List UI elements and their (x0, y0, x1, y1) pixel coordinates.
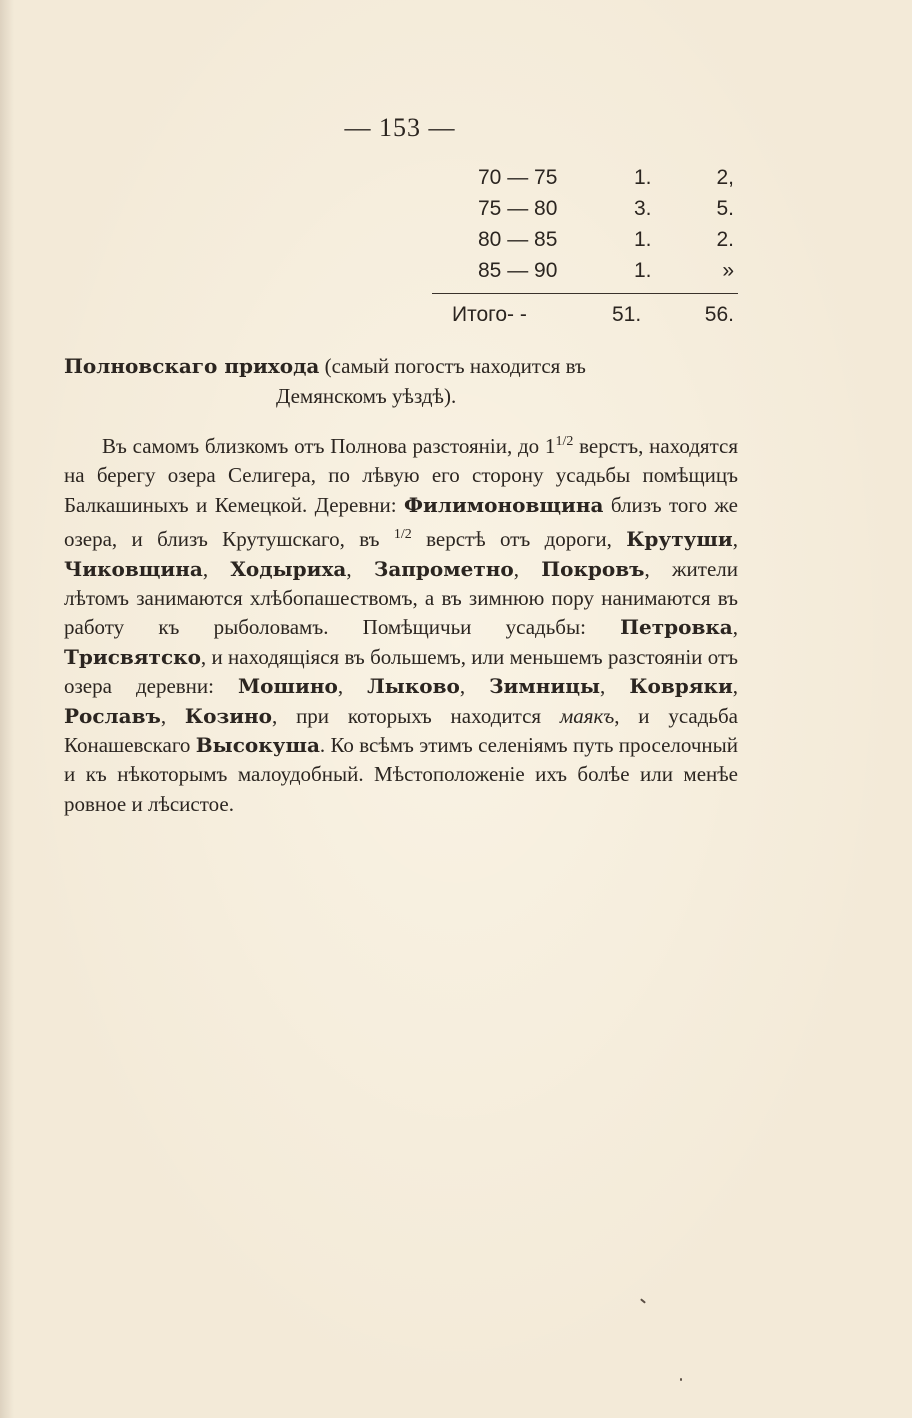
place-name: Крутуши (626, 527, 733, 552)
count-female: 2, (716, 166, 734, 189)
italic-word: маякъ (559, 703, 615, 728)
place-name: Филимоновщина (404, 492, 604, 517)
body-paragraph (64, 427, 738, 819)
page-number: — 153 — (344, 113, 456, 142)
paper-speck (640, 1298, 646, 1303)
fraction: 1/2 (555, 434, 574, 449)
text-run: , (459, 674, 490, 699)
text-run: , (202, 556, 231, 581)
place-name: Мошино (238, 674, 338, 699)
count-female: 2. (716, 228, 734, 251)
text-run: , (346, 556, 374, 581)
text-run: , (732, 527, 738, 552)
text-run: верстъ, находятся на берегу озера Селигера, по лѣвую его сторону усадьбы помѣщицъ Балкашиныхъ и Кемецкой. Деревни: (64, 434, 739, 517)
table-row (432, 197, 738, 228)
total-male: 51. (612, 303, 642, 326)
text-run: близъ того же озера, и близъ Крутушскаго, въ (64, 492, 738, 552)
total-female: 56. (704, 303, 734, 326)
text-run: , (337, 674, 368, 699)
place-name: Высокуша (195, 733, 320, 758)
paper-speck (680, 1378, 682, 1381)
fraction: 1/2 (393, 527, 412, 543)
table-total-row (432, 303, 738, 333)
place-name: Ковряки (629, 674, 733, 699)
place-name: Покровъ (541, 556, 645, 581)
text-run: , жители лѣтомъ занимаются хлѣбопашествомъ, а въ зимнюю пору нанимаются въ работу къ рыболовамъ. Помѣщичьи усадьбы: (64, 556, 739, 640)
parish-name: Полновскаго прихода (64, 354, 320, 378)
place-name: Петровка (620, 615, 733, 640)
text-run: , и усадьба Конашевскаго (64, 703, 738, 758)
text-run: , (513, 556, 542, 581)
text-run: . Ко всѣмъ этимъ селеніямъ путь проселочный и къ нѣкоторымъ малоудобный. Мѣстоположеніе ихъ болѣе или менѣе ровное и лѣсистое. (64, 733, 739, 816)
text-run: Въ самомъ близкомъ отъ Полнова разстояніи, до 1 (102, 434, 556, 458)
place-name: Чиковщина (64, 556, 203, 581)
count-female: » (722, 259, 734, 282)
count-male: 1. (634, 259, 652, 282)
text-run: , и находящіяся въ большемъ, или меньшемъ разстояніи отъ озера деревни: (64, 644, 738, 699)
parish-heading (64, 352, 738, 380)
place-name: Трисвятско (64, 644, 201, 669)
text-run: , при которыхъ находится (272, 703, 560, 728)
text-run: , (732, 615, 738, 640)
age-range: 80 — 85 (478, 228, 558, 251)
place-name: Козино (184, 703, 273, 728)
age-range: 75 — 80 (478, 197, 558, 220)
count-male: 1. (634, 228, 652, 251)
place-name: Запрометно (373, 556, 514, 581)
age-range: 70 — 75 (478, 166, 558, 189)
count-male: 1. (634, 166, 652, 189)
total-label: Итого- - (452, 303, 527, 326)
table-row (432, 259, 738, 290)
age-statistics-table (432, 166, 738, 326)
heading-note-continued: Демянскомъ уѣздѣ). (276, 384, 457, 408)
place-name: Рославъ (64, 703, 161, 728)
place-name: Зимницы (489, 674, 601, 699)
text-run: верстѣ отъ дороги, (411, 527, 627, 552)
count-male: 3. (634, 197, 652, 220)
text-run: , (160, 703, 185, 728)
place-name: Ходыриха (230, 556, 347, 581)
table-row (432, 228, 738, 259)
table-row (432, 166, 738, 197)
text-run: , (600, 674, 630, 699)
age-range: 85 — 90 (478, 259, 558, 282)
total-divider (432, 293, 738, 294)
place-name: Лыково (367, 674, 460, 699)
heading-note: (самый погостъ находится въ (319, 354, 586, 378)
text-run: , (732, 674, 739, 699)
count-female: 5. (716, 197, 734, 220)
